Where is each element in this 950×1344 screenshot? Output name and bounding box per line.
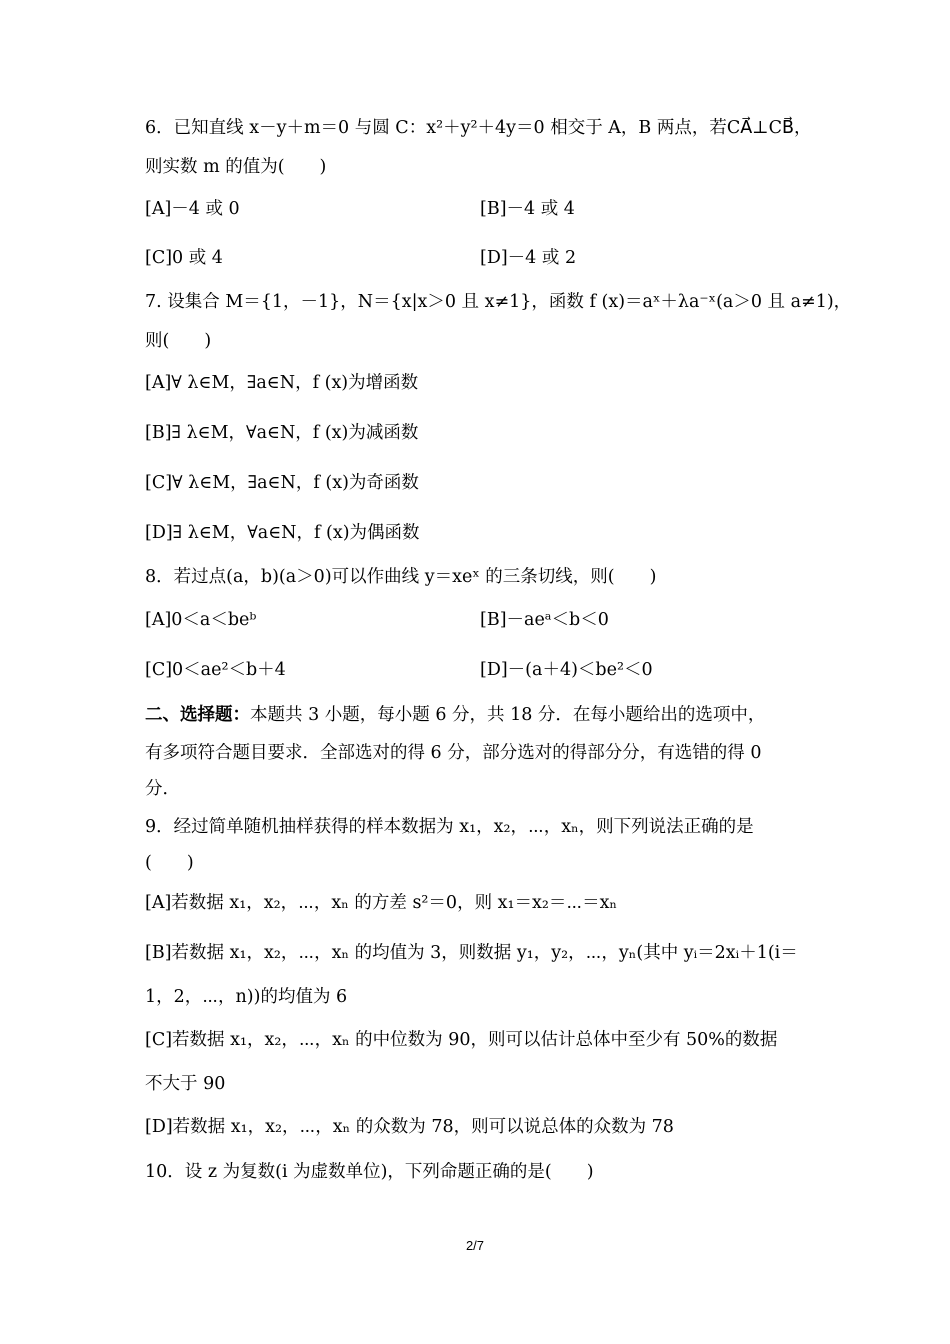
q6-option-d: [D]－4 或 2 bbox=[480, 248, 577, 268]
q6-option-b: [B]－4 或 4 bbox=[480, 199, 575, 219]
q9-stem-line1: 9．经过简单随机抽样获得的样本数据为 x₁，x₂，⋯，xₙ，则下列说法正确的是 bbox=[145, 817, 754, 837]
q9-option-c-line1: [C]若数据 x₁，x₂，⋯，xₙ 的中位数为 90，则可以估计总体中至少有 50%的数据 bbox=[145, 1030, 778, 1050]
section2-heading: 二、选择题： bbox=[145, 705, 250, 725]
q8-option-c: [C]0＜ae²＜b＋4 bbox=[145, 660, 286, 680]
q7-option-b: [B]∃ λ∈M，∀a∈N，f (x)为减函数 bbox=[145, 423, 419, 443]
page-number: 2/7 bbox=[465, 1238, 485, 1253]
section2-text-line3: 分． bbox=[145, 779, 180, 799]
q6-option-c: [C]0 或 4 bbox=[145, 248, 223, 268]
q7-option-a: [A]∀ λ∈M，∃a∈N，f (x)为增函数 bbox=[145, 373, 419, 393]
section2-text-line1: 本题共 3 小题，每小题 6 分，共 18 分．在每小题给出的选项中， bbox=[250, 705, 766, 725]
q8-option-d: [D]－(a＋4)＜be²＜0 bbox=[480, 660, 653, 680]
q10-stem: 10．设 z 为复数(i 为虚数单位)，下列命题正确的是( ) bbox=[145, 1162, 594, 1182]
q9-option-c-line2: 不大于 90 bbox=[145, 1074, 226, 1094]
q7-stem-line2: 则( ) bbox=[145, 331, 212, 351]
section2-text-line2: 有多项符合题目要求．全部选对的得 6 分，部分选对的得部分分，有选错的得 0 bbox=[145, 743, 762, 763]
q8-option-b: [B]－aeᵃ＜b＜0 bbox=[480, 610, 609, 630]
q8-option-a: [A]0＜a＜beᵇ bbox=[145, 610, 257, 630]
q6-option-a: [A]－4 或 0 bbox=[145, 199, 240, 219]
q8-stem: 8．若过点(a，b)(a＞0)可以作曲线 y＝xeˣ 的三条切线，则( ) bbox=[145, 567, 657, 587]
q7-option-c: [C]∀ λ∈M，∃a∈N，f (x)为奇函数 bbox=[145, 473, 419, 493]
q7-option-d: [D]∃ λ∈M，∀a∈N，f (x)为偶函数 bbox=[145, 523, 420, 543]
q7-stem-line1: 7. 设集合 M＝{1，－1}，N＝{x|x＞0 且 x≠1}，函数 f (x)＝aˣ＋λa⁻ˣ(a＞0 且 a≠1)， bbox=[145, 292, 852, 312]
q9-option-b-line1: [B]若数据 x₁，x₂，⋯，xₙ 的均值为 3，则数据 y₁，y₂，⋯，yₙ(其中 yᵢ＝2xᵢ＋1(i＝ bbox=[145, 943, 798, 963]
q9-option-a: [A]若数据 x₁，x₂，⋯，xₙ 的方差 s²＝0，则 x₁＝x₂＝⋯＝xₙ bbox=[145, 893, 618, 913]
q9-stem-line2: ( ) bbox=[145, 853, 194, 873]
q6-stem-line2: 则实数 m 的值为( ) bbox=[145, 157, 327, 177]
q9-option-b-line2: 1，2，⋯，n))的均值为 6 bbox=[145, 987, 348, 1007]
q9-option-d: [D]若数据 x₁，x₂，⋯，xₙ 的众数为 78，则可以说总体的众数为 78 bbox=[145, 1117, 674, 1137]
section2-line1 bbox=[145, 703, 765, 727]
q6-stem-line1: 6．已知直线 x－y＋m＝0 与圆 C：x²＋y²＋4y＝0 相交于 A，B 两点，若CA⃗⊥CB⃗， bbox=[145, 118, 812, 138]
